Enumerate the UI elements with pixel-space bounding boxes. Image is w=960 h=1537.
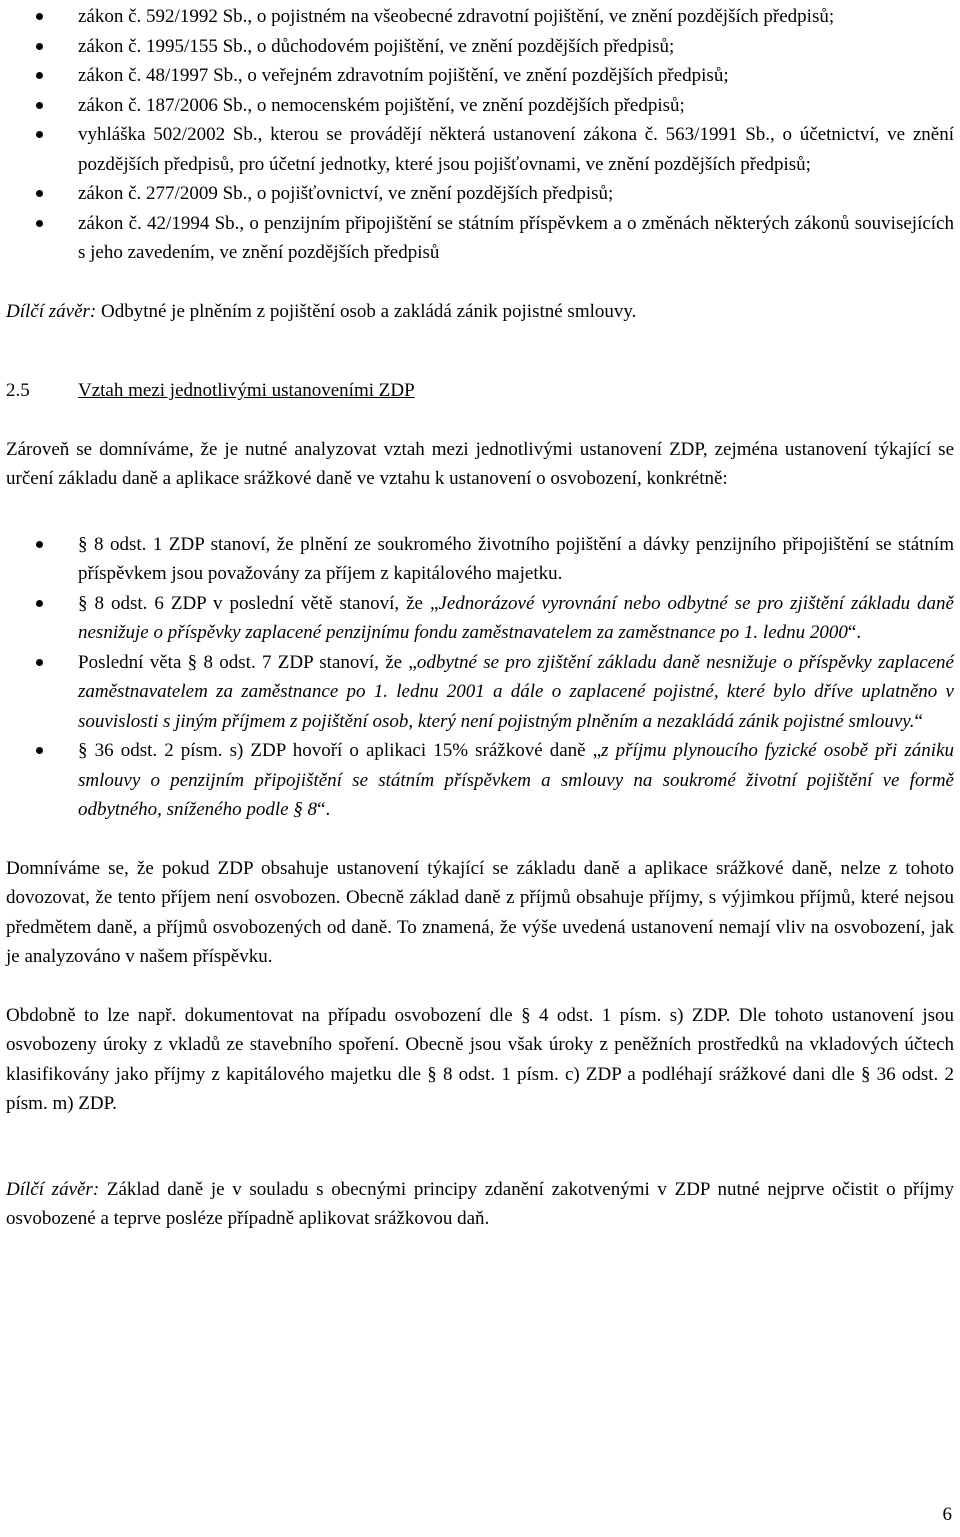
intro-paragraph: Zároveň se domníváme, že je nutné analyzovat vztah mezi jednotlivými ustanovení ZDP, zejména ustanovení týkající se určení základu daně a aplikace srážkové daně ve vztahu k ustanovení o osvobození, konkrétně: bbox=[6, 438, 954, 489]
item-tail: “. bbox=[317, 799, 331, 820]
document-page bbox=[6, 0, 954, 1234]
partial-conclusion-1 bbox=[6, 297, 954, 327]
item-quote: z příjmu plynoucího fyzické osobě při zániku smlouvy o penzijním připojištění se státním příspěvkem a smlouvy na soukromé životní pojištění ve formě odbytného, sníženého podle § 8 bbox=[78, 740, 954, 820]
item-text: § 8 odst. 6 ZDP v poslední větě stanoví, že „ bbox=[78, 592, 439, 614]
item-tail: “. bbox=[847, 622, 862, 643]
item-tail: “ bbox=[914, 710, 923, 732]
list-item: zákon č. 187/2006 Sb., o nemocenském pojištění, ve znění pozdějších předpisů; bbox=[6, 91, 954, 121]
section-heading bbox=[6, 376, 954, 406]
list-item bbox=[6, 648, 954, 737]
page-number: 6 bbox=[942, 1503, 952, 1525]
item-text: § 36 odst. 2 písm. s) ZDP hovoří o aplikaci 15% srážkové daně „ bbox=[78, 740, 602, 761]
paragraph-2: Domníváme se, že pokud ZDP obsahuje ustanovení týkající se základu daně a aplikace srážkové daně, nelze z tohoto dovozovat, že tento příjem není osvobozen. Obecně základ daně z příjmů obsahuje příjmy, s výjimkou příjmů, které nejsou předmětem daně, a příjmů osvobozených od daně. To znamená, že výše uvedená ustanovení nemají vliv na osvobození, jak je analyzováno v našem příspěvku. bbox=[6, 857, 954, 967]
conclusion-text: Odbytné je plněním z pojištění osob a zakládá zánik pojistné smlouvy. bbox=[96, 300, 637, 322]
list-item bbox=[6, 589, 954, 648]
item-quote: Jednorázové vyrovnání nebo odbytné se pro zjištění základu daně nesnižuje o příspěvky zaplacené penzijnímu fondu zaměstnavatelem za zaměstnance po 1. lednu 2000 bbox=[78, 592, 954, 643]
section-number: 2.5 bbox=[6, 380, 30, 401]
item-quote: odbytné se pro zjištění základu daně nesnižuje o příspěvky zaplacené zaměstnavatelem za zaměstnance po 1. lednu 2001 a dále o zaplacené pojistné, které bylo dříve uplatněno v souvislosti s jiným příjmem z pojištění osob, který není pojistným plněním a nezakládá zánik pojistné smlouvy. bbox=[78, 651, 954, 732]
conclusion-text: Základ daně je v souladu s obecnými principy zdanění zakotvenými v ZDP nutné nejprve očistit o příjmy osvobozené a teprve posléze případně aplikovat srážkovou daň. bbox=[6, 1178, 954, 1229]
section-title: Vztah mezi jednotlivými ustanoveními ZDP bbox=[78, 380, 415, 401]
list-item: zákon č. 277/2009 Sb., o pojišťovnictví, ve znění pozdějších předpisů; bbox=[6, 179, 954, 209]
list-item: vyhláška 502/2002 Sb., kterou se provádějí některá ustanovení zákona č. 563/1991 Sb., o účetnictví, ve znění pozdějších předpisů, pro účetní jednotky, které jsou pojišťovnami, ve znění pozdějších předpisů; bbox=[6, 120, 954, 179]
list-item: zákon č. 42/1994 Sb., o penzijním připojištění se státním příspěvkem a o změnách některých zákonů souvisejících s jeho zavedením, ve znění pozdějších předpisů bbox=[6, 209, 954, 268]
list-item: zákon č. 48/1997 Sb., o veřejném zdravotním pojištění, ve znění pozdějších předpisů; bbox=[6, 61, 954, 91]
zdp-provisions-list bbox=[6, 530, 954, 825]
conclusion-label: Dílčí závěr: bbox=[6, 300, 97, 322]
item-text: § 8 odst. 1 ZDP stanoví, že plnění ze soukromého životního pojištění a dávky penzijního připojištění se státním příspěvkem jsou považovány za příjem z kapitálového majetku. bbox=[78, 533, 954, 584]
list-item: zákon č. 1995/155 Sb., o důchodovém pojištění, ve znění pozdějších předpisů; bbox=[6, 32, 954, 62]
legislation-list bbox=[6, 2, 954, 268]
paragraph-3: Obdobně to lze např. dokumentovat na případu osvobození dle § 4 odst. 1 písm. s) ZDP. Dle tohoto ustanovení jsou osvobozeny úroky z vkladů ze stavebního spoření. Obecně jsou však úroky z peněžních prostředků na vkladových účtech klasifikovány jako příjmy z kapitálového majetku dle § 8 odst. 1 písm. c) ZDP a podléhají srážkové dani dle § 36 odst. 2 písm. m) ZDP. bbox=[6, 1004, 954, 1114]
list-item bbox=[6, 530, 954, 589]
list-item: zákon č. 592/1992 Sb., o pojistném na všeobecné zdravotní pojištění, ve znění pozdějších předpisů; bbox=[6, 2, 954, 32]
partial-conclusion-2 bbox=[6, 1175, 954, 1234]
list-item bbox=[6, 736, 954, 825]
item-text: Poslední věta § 8 odst. 7 ZDP stanoví, že „ bbox=[78, 651, 417, 673]
conclusion-label: Dílčí závěr: bbox=[6, 1178, 100, 1200]
